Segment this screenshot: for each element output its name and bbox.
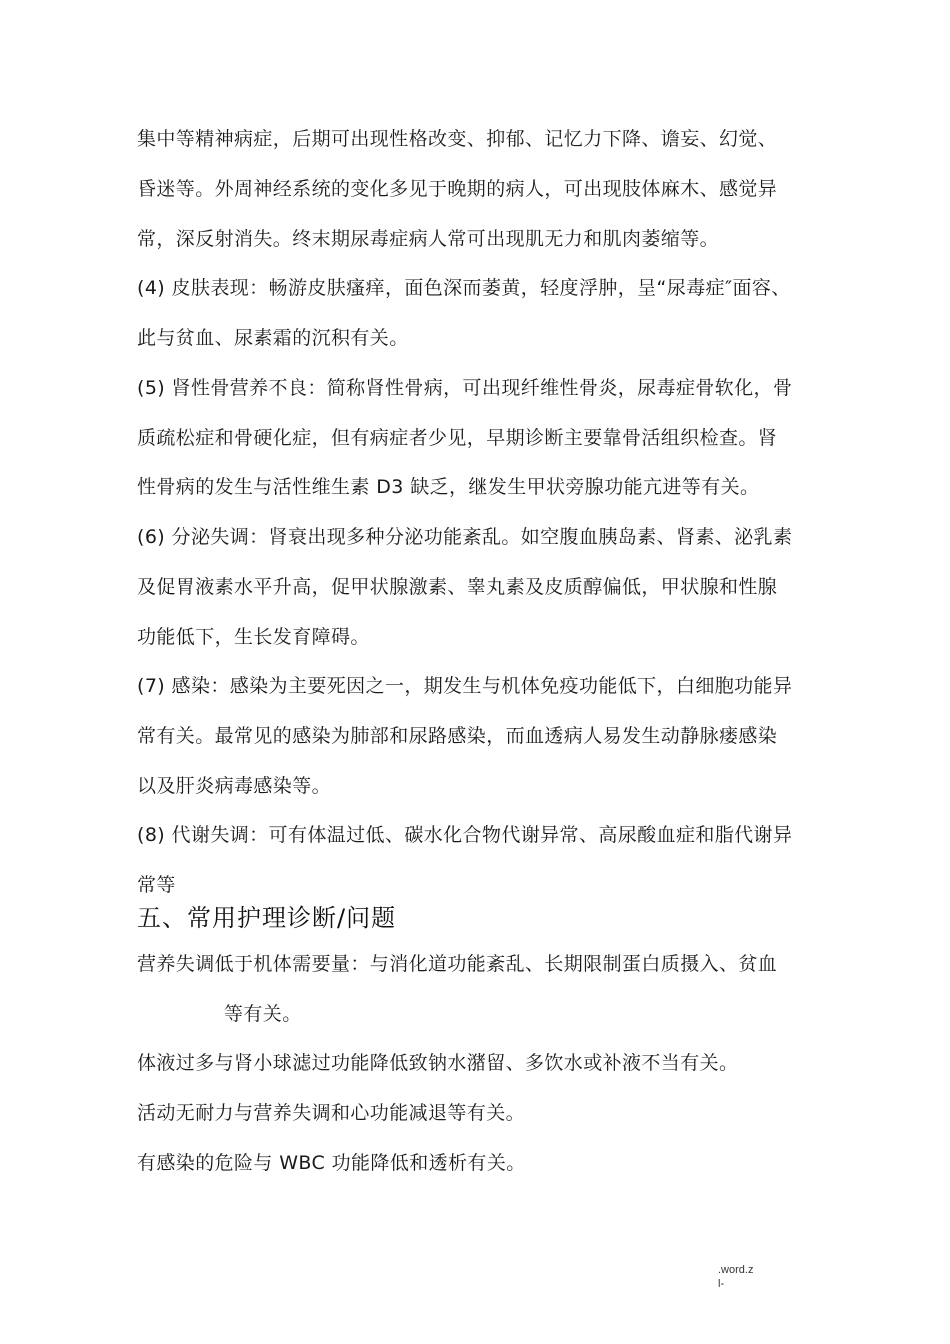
- body-line: 集中等精神病症，后期可出现性格改变、抑郁、记忆力下降、谵妄、幻觉、: [137, 128, 778, 150]
- body-line: (5) 肾性骨营养不良：简称肾性骨病，可出现纤维性骨炎，尿毒症骨软化，骨: [137, 377, 793, 399]
- footer-text-1: .word.z: [718, 1264, 754, 1276]
- body-line: (4) 皮肤表现：畅游皮肤瘙痒，面色深而萎黄，轻度浮肿，呈“尿毒症″面容、: [137, 277, 791, 299]
- diagnosis-line: 等有关。: [224, 1003, 302, 1025]
- body-line: 此与贫血、尿素霜的沉积有关。: [137, 327, 409, 349]
- body-line: 常等: [137, 874, 176, 896]
- diagnosis-line: 活动无耐力与营养失调和心功能减退等有关。: [137, 1102, 526, 1124]
- diagnosis-line: 体液过多与肾小球滤过功能降低致钠水潴留、多饮水或补液不当有关。: [137, 1052, 739, 1074]
- section-heading: 五、常用护理诊断/问题: [137, 904, 397, 932]
- body-line: (7) 感染：感染为主要死因之一，期发生与机体免疫功能低下，白细胞功能异: [137, 675, 793, 697]
- body-line: 常有关。最常见的感染为肺部和尿路感染，而血透病人易发生动静脉瘘感染: [137, 725, 778, 747]
- body-line: 及促胃液素水平升高，促甲状腺激素、睾丸素及皮质醇偏低，甲状腺和性腺: [137, 576, 778, 598]
- body-line: (6) 分泌失调：肾衰出现多种分泌功能紊乱。如空腹血胰岛素、肾素、泌乳素: [137, 526, 793, 548]
- footer-text-2: l-: [718, 1278, 725, 1290]
- body-line: (8) 代谢失调：可有体温过低、碳水化合物代谢异常、高尿酸血症和脂代谢异: [137, 824, 793, 846]
- body-line: 昏迷等。外周神经系统的变化多见于晚期的病人，可出现肢体麻木、感觉异: [137, 178, 778, 200]
- body-line: 性骨病的发生与活性维生素 D3 缺乏，继发生甲状旁腺功能亢进等有关。: [137, 476, 760, 498]
- diagnosis-line: 营养失调低于机体需要量：与消化道功能紊乱、长期限制蛋白质摄入、贫血: [137, 953, 778, 975]
- body-line: 质疏松症和骨硬化症，但有病症者少见，早期诊断主要靠骨活组织检查。肾: [137, 427, 778, 449]
- body-line: 以及肝炎病毒感染等。: [137, 775, 332, 797]
- diagnosis-line: 有感染的危险与 WBC 功能降低和透析有关。: [137, 1152, 526, 1174]
- body-line: 功能低下，生长发育障碍。: [137, 626, 370, 648]
- body-line: 常，深反射消失。终末期尿毒症病人常可出现肌无力和肌肉萎缩等。: [137, 228, 720, 250]
